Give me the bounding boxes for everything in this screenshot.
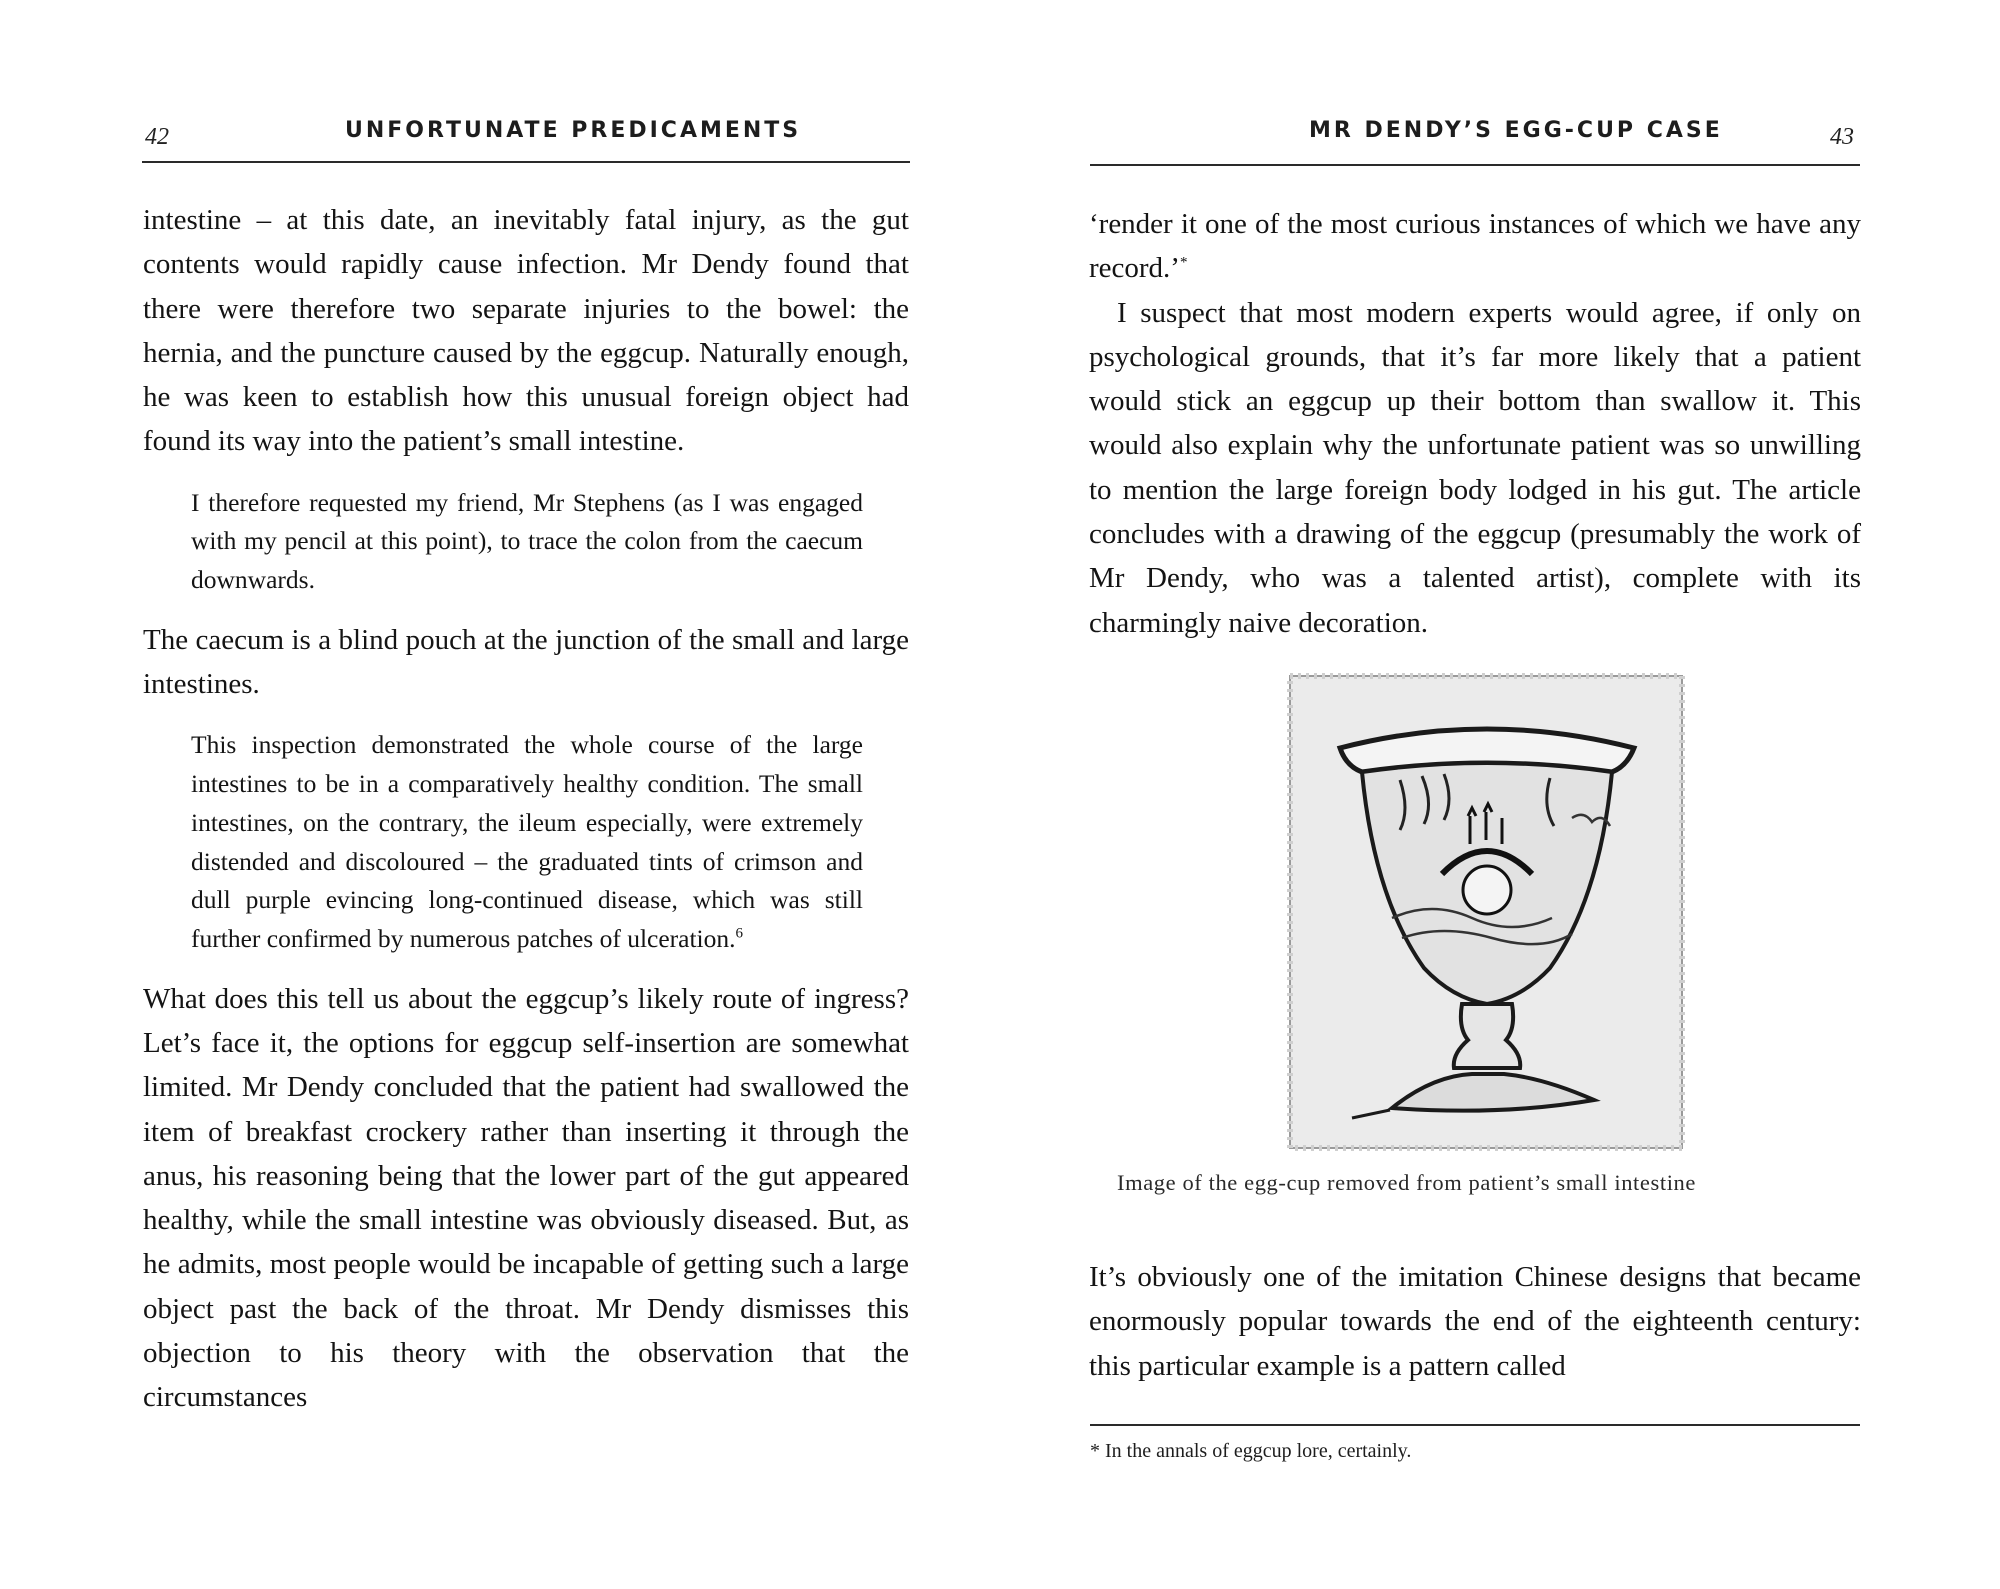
paragraph [1089,202,1861,291]
footnote-rule [1090,1424,1860,1426]
eggcup-stem [1454,1004,1520,1068]
figure-caption: Image of the egg-cup removed from patient’s small intestine [1117,1170,1696,1195]
paragraph: What does this tell us about the eggcup’s likely route of ingress? Let’s face it, the options for eggcup self-insertion are somewhat limited. Mr Dendy concluded that the patient had swallowed the item of breakfast crockery rather than inserting it through the anus, his reasoning being that the lower part of the gut appeared healthy, while the small intestine was obviously diseased. But, as he admits, most people would be incapable of getting such a large object past the back of the throat. Mr Dendy dismisses this objection to his theory with the observation that the circumstances [143,982,909,1414]
body-text [143,198,909,1420]
paragraph-text: ‘render it one of the most curious instances of which we have any record.’ [1089,208,1861,285]
paragraph: I suspect that most modern experts would agree, if only on psychological grounds, that it’s far more likely that a patient would stick an eggcup up their bottom than swallow it. This would also explain why the unfortunate patient was so unwilling to mention the large foreign body lodged in his gut. The article concludes with a drawing of the eggcup (presumably the work of Mr Dendy, who was a talented artist), complete with its charmingly naive decoration. [1089,296,1861,639]
page-number: 42 [145,124,169,150]
header-rule [142,161,910,163]
bridge-arch [1463,866,1511,914]
body-text [1089,1255,1861,1388]
paragraph: It’s obviously one of the imitation Chinese designs that became enormously popular towards the end of the eighteenth century: this particular example is a pattern called [1089,1261,1861,1382]
note-reference: 6 [735,925,744,942]
paragraph: intestine – at this date, an inevitably fatal injury, as the gut contents would rapidly cause infection. Mr Dendy found that there were therefore two separate injuries to the bowel: the hernia, and the puncture caused by the eggcup. Naturally enough, he was keen to establish how this unusual foreign object had found its way into the patient’s small intestine. [143,204,909,458]
right-page [1000,0,2000,1589]
block-quote: I therefore requested my friend, Mr Stephens (as I was engaged with my pencil at this point), to trace the colon from the caecum downwards. [191,487,863,595]
footnote-mark: * [1179,254,1188,271]
page-number: 43 [1830,124,1854,150]
running-head: UNFORTUNATE PREDICAMENTS [345,118,802,143]
body-text [1089,202,1861,645]
header-rule [1090,164,1860,166]
running-head: MR DENDY’S EGG-CUP CASE [1309,118,1723,143]
footnote: * In the annals of eggcup lore, certainly. [1090,1440,1412,1462]
block-quote-text: This inspection demonstrated the whole course of the large intestines to be in a comparatively healthy condition. The small intestines, on the contrary, the ileum especially, were extremely distended and discoloured – the graduated tints of crimson and dull purple evincing long-continued disease, which was still further confirmed by numerous patches of ulceration. [191,730,863,953]
paragraph: The caecum is a blind pouch at the junction of the small and large intestines. [143,623,909,701]
eggcup-illustration [1282,668,1692,1158]
block-quote [191,726,863,958]
